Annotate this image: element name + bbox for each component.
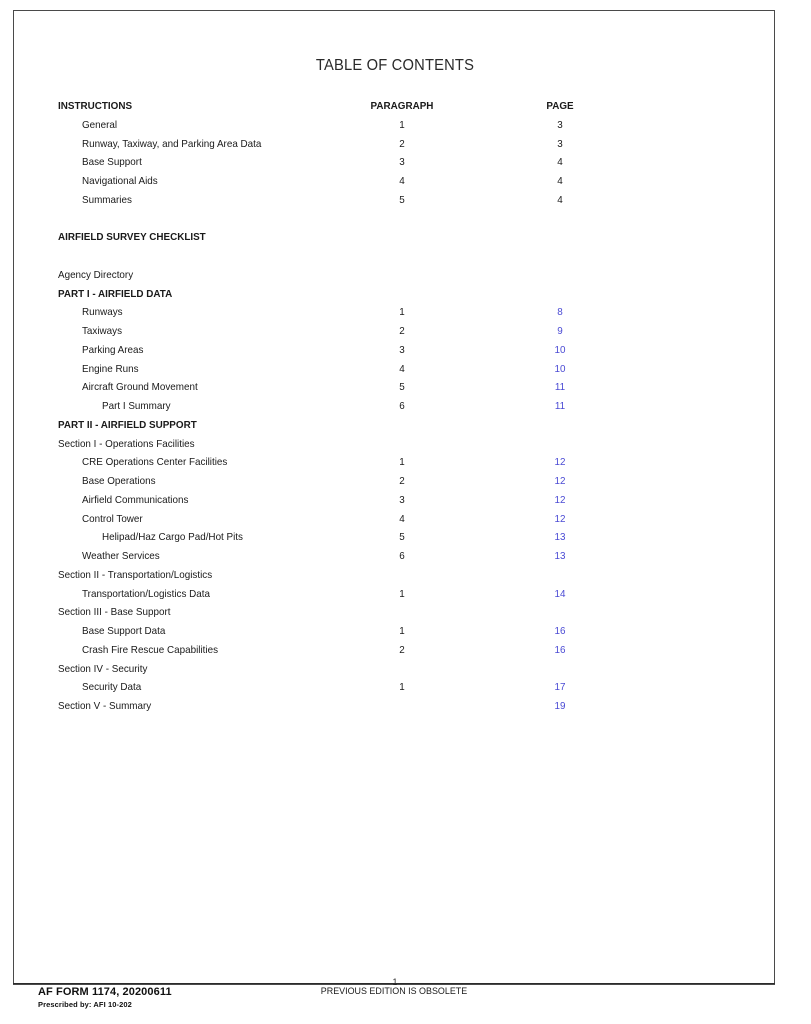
table-of-contents xyxy=(14,97,776,716)
toc-row xyxy=(14,285,776,304)
toc-entry-paragraph: 1 xyxy=(399,587,405,600)
toc-entry-label: Transportation/Logistics Data xyxy=(82,587,211,600)
toc-entry-label: Section IV - Security xyxy=(58,662,148,675)
toc-entry-paragraph: 1 xyxy=(399,456,405,469)
toc-row[interactable] xyxy=(14,453,776,472)
toc-entry-page-link[interactable]: 12 xyxy=(554,512,566,525)
document-page xyxy=(13,10,775,985)
toc-row xyxy=(14,435,776,454)
toc-entry-paragraph: 2 xyxy=(399,643,405,656)
toc-entry-label: Section II - Transportation/Logistics xyxy=(58,568,213,581)
toc-entry-label: Runway, Taxiway, and Parking Area Data xyxy=(82,137,262,150)
toc-entry-label: Weather Services xyxy=(82,550,160,562)
toc-row[interactable] xyxy=(14,303,776,322)
toc-row[interactable] xyxy=(14,491,776,510)
toc-entry-page-link[interactable]: 10 xyxy=(554,362,566,375)
toc-row xyxy=(14,416,776,435)
toc-entry-paragraph: 6 xyxy=(399,550,405,562)
toc-row[interactable] xyxy=(14,678,776,697)
toc-entry-page: 4 xyxy=(557,175,563,187)
toc-row[interactable] xyxy=(14,472,776,491)
toc-entry-paragraph: 5 xyxy=(399,193,405,206)
toc-row xyxy=(14,172,776,191)
toc-entry-paragraph: 3 xyxy=(399,343,405,356)
footer-divider xyxy=(13,983,775,984)
toc-entry-label: Aircraft Ground Movement xyxy=(82,381,198,394)
toc-entry-label: Section V - Summary xyxy=(58,700,152,712)
toc-entry-paragraph: 4 xyxy=(399,362,405,375)
toc-entry-page-link[interactable]: 12 xyxy=(554,456,566,469)
page-title: TABLE OF CONTENTS xyxy=(315,57,475,74)
toc-entry-label: Part I Summary xyxy=(102,400,171,412)
toc-spacer xyxy=(14,210,776,229)
toc-entry-page-link[interactable]: 11 xyxy=(554,400,566,412)
toc-entry-label: Section I - Operations Facilities xyxy=(58,437,195,450)
toc-column-header-row xyxy=(14,97,776,116)
toc-entry-page-link[interactable]: 13 xyxy=(554,550,566,562)
toc-entry-label: Taxiways xyxy=(82,325,123,337)
toc-entry-label: PART II - AIRFIELD SUPPORT xyxy=(58,418,197,431)
toc-row[interactable] xyxy=(14,341,776,360)
toc-row xyxy=(14,116,776,135)
toc-entry-page-link[interactable]: 12 xyxy=(554,475,566,487)
toc-entry-label: Base Support Data xyxy=(82,625,166,637)
toc-entry-label: PART I - AIRFIELD DATA xyxy=(58,287,173,300)
toc-entry-label: CRE Operations Center Facilities xyxy=(82,456,228,469)
toc-row xyxy=(14,266,776,285)
toc-row xyxy=(14,135,776,154)
toc-entry-paragraph: 3 xyxy=(399,493,405,506)
toc-entry-label: Airfield Communications xyxy=(82,493,189,506)
toc-entry-label: General xyxy=(82,118,118,131)
toc-entry-page-link[interactable]: 11 xyxy=(554,381,566,394)
toc-entry-label: Base Operations xyxy=(82,475,156,487)
toc-entry-paragraph: 1 xyxy=(399,625,405,637)
toc-entry-page-link[interactable]: 12 xyxy=(554,493,566,506)
toc-entry-page-link[interactable]: 13 xyxy=(554,531,566,544)
toc-row[interactable] xyxy=(14,547,776,566)
toc-entry-page-link[interactable]: 8 xyxy=(557,306,563,319)
toc-row xyxy=(14,603,776,622)
toc-entry-label: Crash Fire Rescue Capabilities xyxy=(82,643,219,656)
toc-row[interactable] xyxy=(14,378,776,397)
footer-form-id: AF FORM 1174, 20200611 xyxy=(38,986,172,998)
toc-row[interactable] xyxy=(14,360,776,379)
toc-row[interactable] xyxy=(14,322,776,341)
toc-entry-label: Base Support xyxy=(82,156,142,169)
toc-entry-label: Security Data xyxy=(82,681,142,694)
toc-entry-label: Navigational Aids xyxy=(82,175,158,187)
toc-entry-paragraph: 2 xyxy=(399,137,405,150)
toc-entry-page: 4 xyxy=(557,156,563,169)
toc-row xyxy=(14,228,776,247)
toc-entry-label: AIRFIELD SURVEY CHECKLIST xyxy=(58,231,206,244)
footer-page-number: 1 xyxy=(392,977,398,987)
toc-row[interactable] xyxy=(14,585,776,604)
toc-entry-page-link[interactable]: 16 xyxy=(554,625,566,637)
column-header-paragraph: PARAGRAPH xyxy=(370,100,434,112)
toc-entry-paragraph: 1 xyxy=(399,306,405,319)
toc-entry-paragraph: 5 xyxy=(399,381,405,394)
toc-entry-page-link[interactable]: 16 xyxy=(554,643,566,656)
toc-spacer xyxy=(14,247,776,266)
footer-prescribed-by: Prescribed by: AFI 10-202 xyxy=(38,1000,132,1009)
toc-entry-page-link[interactable]: 10 xyxy=(554,343,566,356)
column-header-page: PAGE xyxy=(546,100,574,112)
toc-entry-label: Summaries xyxy=(82,193,132,206)
toc-row xyxy=(14,660,776,679)
toc-entry-label: Parking Areas xyxy=(82,343,144,356)
toc-entry-paragraph: 5 xyxy=(399,531,405,544)
toc-entry-paragraph: 2 xyxy=(399,325,405,337)
toc-entry-paragraph: 2 xyxy=(399,475,405,487)
toc-row[interactable] xyxy=(14,397,776,416)
toc-entry-label: Helipad/Haz Cargo Pad/Hot Pits xyxy=(102,531,243,544)
toc-entry-label: Engine Runs xyxy=(82,362,139,375)
toc-entry-label: Section III - Base Support xyxy=(58,606,171,619)
toc-row[interactable] xyxy=(14,697,776,716)
toc-row[interactable] xyxy=(14,510,776,529)
toc-entry-label: Control Tower xyxy=(82,512,143,525)
toc-entry-page-link[interactable]: 19 xyxy=(554,700,566,712)
toc-entry-label: Runways xyxy=(82,306,123,319)
footer-edition-notice: PREVIOUS EDITION IS OBSOLETE xyxy=(320,986,468,997)
toc-entry-paragraph: 1 xyxy=(399,118,405,131)
toc-entry-paragraph: 6 xyxy=(399,400,405,412)
toc-entry-label: Agency Directory xyxy=(58,268,134,281)
column-header-section: INSTRUCTIONS xyxy=(58,100,133,112)
toc-row xyxy=(14,153,776,172)
toc-entry-page-link[interactable]: 14 xyxy=(554,587,566,600)
toc-entry-paragraph: 4 xyxy=(399,175,405,187)
toc-entry-page: 3 xyxy=(557,137,563,150)
toc-row[interactable] xyxy=(14,528,776,547)
toc-row[interactable] xyxy=(14,622,776,641)
toc-entry-page-link[interactable]: 9 xyxy=(557,325,563,337)
toc-entry-page: 3 xyxy=(557,118,563,131)
toc-entry-page: 4 xyxy=(557,193,563,206)
toc-row[interactable] xyxy=(14,641,776,660)
toc-entry-paragraph: 3 xyxy=(399,156,405,169)
toc-entry-page-link[interactable]: 17 xyxy=(554,681,566,694)
toc-entry-paragraph: 4 xyxy=(399,512,405,525)
toc-row xyxy=(14,191,776,210)
toc-entry-paragraph: 1 xyxy=(399,681,405,694)
toc-row xyxy=(14,566,776,585)
